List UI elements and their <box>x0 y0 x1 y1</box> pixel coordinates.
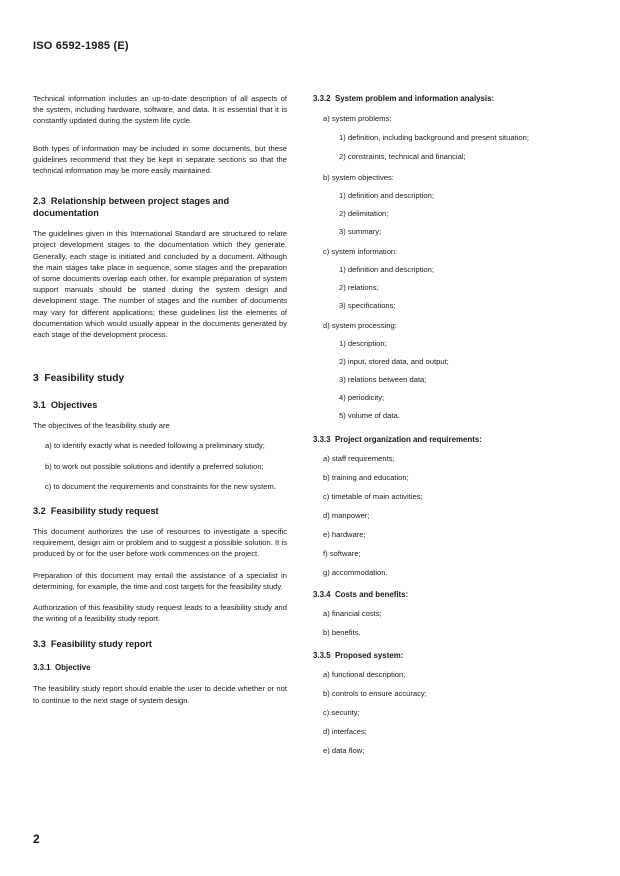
section-number: 3.3 <box>33 639 46 650</box>
list-item: b) system objectives: <box>323 173 394 182</box>
paragraph: Preparation of this document may entail the assistance of a specialist in determining, for example, the time and cost targets for the feasibility study. <box>33 570 287 591</box>
list-item: d) system processing: <box>323 321 397 330</box>
list-subitem: 1) definition and description; <box>339 191 434 200</box>
list-subitem: 4) periodicity; <box>339 393 385 402</box>
document-header: ISO 6592-1985 (E) <box>33 40 129 52</box>
paragraph: The guidelines given in this International Standard are structured to relate project development stages to the documentation which they generate. Generally, each stage is initiated and concluded by a document. Although the main stages take place in sequence, some stages and the preparation of some documents overlap each other, for example preparation of system support manuals should be started during the system design and development stage. The number of stages and the number of documents may vary for different applications; these guidelines list the elements of documentation which would usually appear in the documents generated by each stage of the development process. <box>33 229 287 340</box>
section-title: Feasibility study request <box>50 506 159 517</box>
right-column <box>313 93 583 756</box>
section-3-3-4-heading <box>313 589 583 600</box>
list-item: a) staff requirements; <box>323 454 395 463</box>
section-title: Feasibility study <box>44 373 125 385</box>
list-item: f) software; <box>323 549 361 558</box>
paragraph: Both types of information may be included in some documents, but these guidelines recommend that they be kept in separate sections so that the technical information may be more easily maintained. <box>33 143 287 176</box>
list-item: e) data flow; <box>323 746 365 755</box>
list-item: d) interfaces; <box>323 727 367 736</box>
left-column <box>33 93 287 706</box>
page-number: 2 <box>33 832 40 846</box>
list-item: b) to work out possible solutions and identify a preferred solution; <box>45 461 264 471</box>
list-item: a) financial costs; <box>323 609 382 618</box>
section-number: 3.3.1 <box>33 663 51 673</box>
section-title: Project organization and requirements: <box>334 435 482 444</box>
section-3-heading <box>33 372 287 385</box>
list-item: a) system problems: <box>323 114 392 123</box>
list-subitem: 1) definition, including background and present situation; <box>339 133 529 142</box>
section-number: 2.3 <box>33 196 46 207</box>
list-subitem: 2) relations; <box>339 283 379 292</box>
section-number: 3.2 <box>33 506 46 517</box>
list-item: e) hardware; <box>323 530 366 539</box>
list-item: c) timetable of main activities; <box>323 492 423 501</box>
list-subitem: 1) definition and description; <box>339 265 434 274</box>
list-subitem: 3) summary; <box>339 227 382 236</box>
list-item: c) system information: <box>323 247 398 256</box>
list-subitem: 3) specifications; <box>339 301 396 310</box>
section-title: Costs and benefits: <box>334 590 409 599</box>
list-item: a) functional description; <box>323 670 406 679</box>
list-item: c) security; <box>323 708 360 717</box>
section-3-3-5-heading <box>313 650 583 661</box>
list-item: g) accommodation. <box>323 568 388 577</box>
list-item: b) controls to ensure accuracy; <box>323 689 427 698</box>
list-subitem: 5) volume of data. <box>339 411 400 420</box>
section-3-3-1-heading <box>33 662 287 673</box>
section-3-3-2-heading <box>313 93 583 104</box>
section-title: Relationship between project stages and documentation <box>33 196 230 219</box>
list-item: c) to document the requirements and constraints for the new system. <box>45 481 276 491</box>
section-3-3-3-heading <box>313 434 583 445</box>
section-3-1-heading <box>33 399 287 411</box>
section-title: Feasibility study report <box>50 639 152 650</box>
section-title: Objective <box>54 663 91 673</box>
list-item: d) manpower; <box>323 511 370 520</box>
list-subitem: 3) relations between data; <box>339 375 427 384</box>
section-title: Proposed system: <box>334 651 404 660</box>
section-2-3-heading <box>33 195 287 219</box>
section-number: 3.1 <box>33 400 46 411</box>
section-title: System problem and information analysis: <box>334 94 495 103</box>
list-subitem: 2) constraints, technical and financial; <box>339 152 466 161</box>
list-subitem: 2) delimitation; <box>339 209 389 218</box>
section-number: 3 <box>33 373 39 385</box>
section-title: Objectives <box>50 400 98 411</box>
paragraph: Authorization of this feasibility study request leads to a feasibility study and the writing of a feasibility study report. <box>33 603 287 624</box>
paragraph: Technical information includes an up-to-date description of all aspects of the system, including hardware, software, and data. It is essential that it is constantly updated during the system life cycle. <box>33 94 287 126</box>
section-number: 3.3.2 <box>313 94 331 103</box>
section-3-3-heading <box>33 638 287 650</box>
list-subitem: 2) input, stored data, and output; <box>339 357 449 366</box>
list-item: b) benefits. <box>323 628 361 637</box>
list-item: a) to identify exactly what is needed following a preliminary study; <box>45 441 265 451</box>
section-3-2-heading <box>33 505 287 517</box>
paragraph: The feasibility study report should enable the user to decide whether or not to continue to the next stage of system design. <box>33 684 287 705</box>
paragraph: The objectives of the feasibility study are <box>33 421 170 431</box>
section-number: 3.3.5 <box>313 651 331 660</box>
paragraph: This document authorizes the use of resources to investigate a specific requirement, design aim or problem and to suggest a possible solution. It is produced by or for the user before work commences on the project. <box>33 527 287 559</box>
section-number: 3.3.3 <box>313 435 331 444</box>
list-item: b) training and education; <box>323 473 409 482</box>
section-number: 3.3.4 <box>313 590 331 599</box>
list-subitem: 1) description; <box>339 339 387 348</box>
